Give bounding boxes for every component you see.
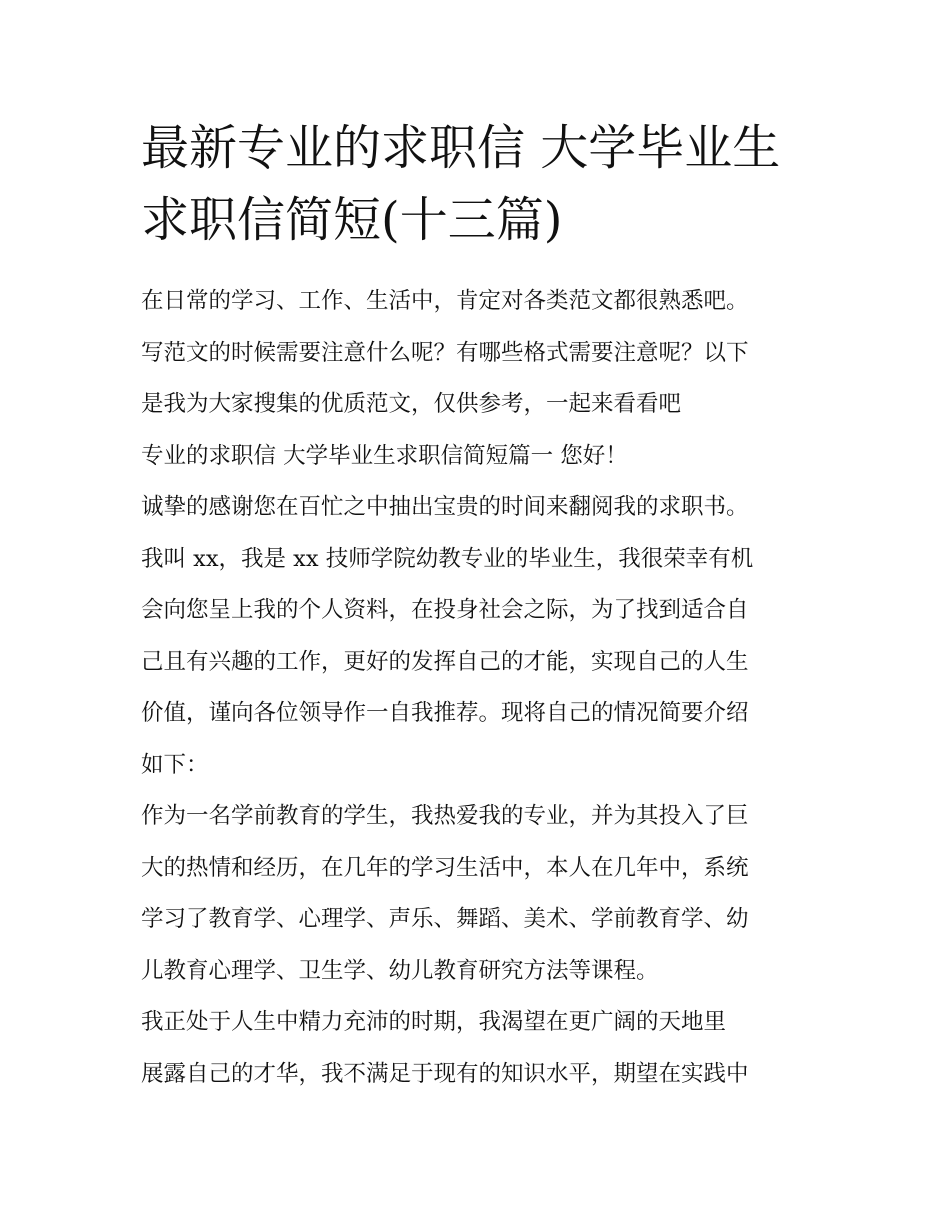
body-line: 大的热情和经历，在几年的学习生活中，本人在几年中，系统 bbox=[141, 854, 749, 881]
body-line: 儿教育心理学、卫生学、幼儿教育研究方法等课程。 bbox=[141, 957, 659, 984]
body-line: 写范文的时候需要注意什么呢？有哪些格式需要注意呢？以下 bbox=[141, 339, 749, 366]
body-line: 学习了教育学、心理学、声乐、舞蹈、美术、学前教育学、幼 bbox=[141, 906, 749, 932]
title-line: 最新专业的求职信 大学毕业生 bbox=[141, 120, 781, 176]
document-body bbox=[141, 278, 841, 1102]
body-line: 我叫 xx，我是 xx 技师学院幼教专业的毕业生，我很荣幸有机 bbox=[141, 545, 754, 572]
body-line: 专业的求职信 大学毕业生求职信简短篇一 您好！ bbox=[141, 442, 628, 469]
title-line: 求职信简短(十三篇) bbox=[141, 192, 563, 248]
document-title bbox=[141, 112, 841, 256]
body-line: 展露自己的才华，我不满足于现有的知识水平，期望在实践中 bbox=[141, 1060, 749, 1087]
body-line: 己且有兴趣的工作，更好的发挥自己的才能，实现自己的人生 bbox=[141, 648, 749, 675]
body-line: 我正处于人生中精力充沛的时期，我渴望在更广阔的天地里 bbox=[141, 1009, 727, 1035]
body-line: 价值，谨向各位领导作一自我推荐。现将自己的情况简要介绍 bbox=[141, 700, 749, 726]
body-line: 在日常的学习、工作、生活中，肯定对各类范文都很熟悉吧。 bbox=[141, 288, 749, 314]
body-line: 会向您呈上我的个人资料，在投身社会之际，为了找到适合自 bbox=[141, 597, 749, 623]
body-line: 诚挚的感谢您在百忙之中抽出宝贵的时间来翻阅我的求职书。 bbox=[141, 494, 749, 520]
body-line: 作为一名学前教育的学生，我热爱我的专业，并为其投入了巨 bbox=[141, 803, 749, 829]
body-line: 是我为大家搜集的优质范文，仅供参考，一起来看看吧 bbox=[141, 391, 682, 417]
body-line: 如下： bbox=[141, 751, 209, 778]
